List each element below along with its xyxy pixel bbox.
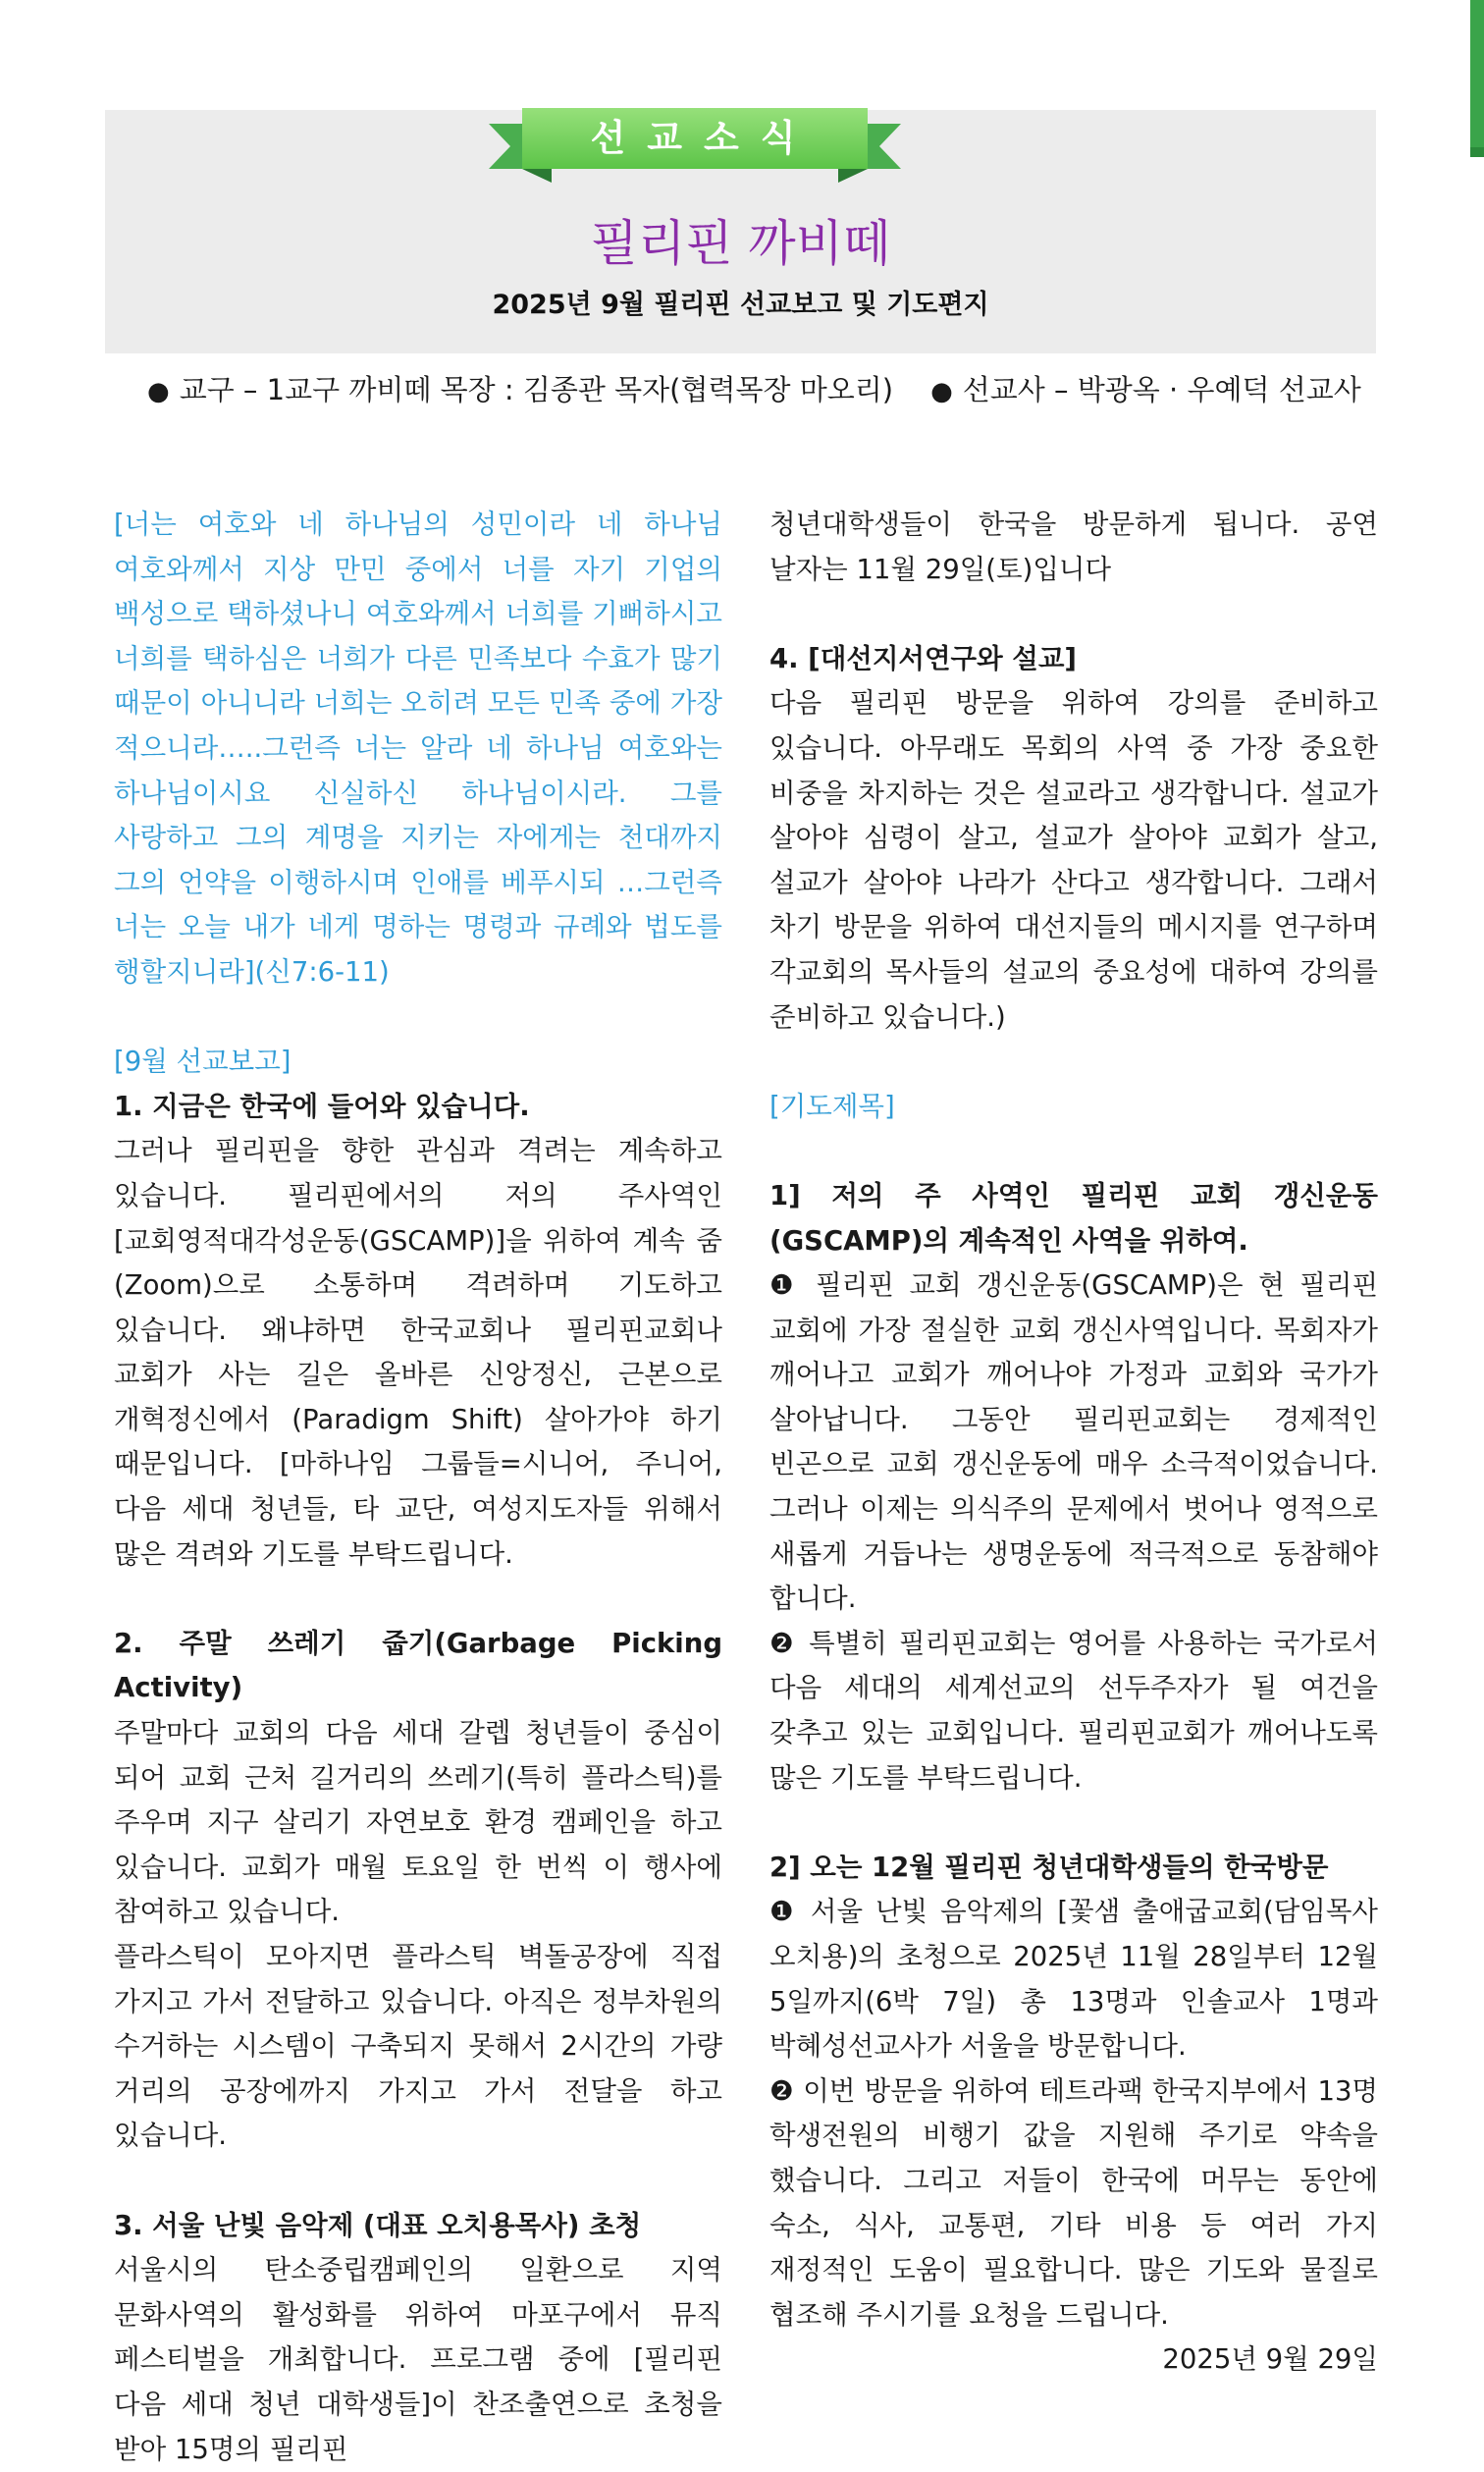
prayer1-title: 1] 저의 주 사역인 필리핀 교회 갱신운동(GSCAMP)의 계속적인 사역을 위하여.	[769, 1179, 1378, 1257]
prayer2-title: 2] 오는 12월 필리핀 청년대학생들의 한국방문	[769, 1851, 1329, 1883]
right-column	[769, 503, 1378, 2383]
page-edge-tab-shadow	[1470, 147, 1484, 157]
prayer2-point-a: ❶ 서울 난빛 음악제의 [꽃샘 출애굽교회(담임목사 오치용)의 초청으로 2025년 11월 28일부터 12월 5일까지(6박 7일) 총 13명과 인솔교사 1명과 박혜성선교사가 서울을 방문합니다.	[769, 1896, 1378, 2063]
item2-title: 2. 주말 쓰레기 줍기(Garbage Picking Activity)	[114, 1627, 722, 1704]
prayer-heading: [기도제목]	[769, 1090, 895, 1122]
scripture-quote: [너는 여호와 네 하나님의 성민이라 네 하나님 여호와께서 지상 만민 중에서 너를 자기 기업의 백성으로 택하셨나니 여호와께서 너희를 기뻐하시고 너희를 택하심은 너희가 다른 민족보다 수효가 많기 때문이 아니니라 너희는 오히려 모든 민족 중에 가장 적으니라…..그런즉 너는 알라 네 하나님 여호와는 하나님이시요 신실하신 하나님이시라. 그를 사랑하고 그의 계명을 지키는 자에게는 천대까지 그의 언약을 이행하시며 인애를 베푸시되 …그런즉 너는 오늘 내가 네게 명하는 명령과 규례와 법도를 행할지니라](신7:6-11)	[114, 509, 722, 988]
prayer1-point-b: ❷ 특별히 필리핀교회는 영어를 사용하는 국가로서 다음 세대의 세계선교의 선두주자가 될 여건을 갖추고 있는 교회입니다. 필리핀교회가 깨어나도록 많은 기도를 부탁드립니다.	[769, 1627, 1378, 1794]
item1-title: 1. 지금은 한국에 들어와 있습니다.	[114, 1090, 530, 1122]
ribbon-label: 선교소식	[522, 108, 868, 169]
item4-body: 다음 필리핀 방문을 위하여 강의를 준비하고 있습니다. 아무래도 목회의 사역 중 가장 중요한 비중을 차지하는 것은 설교라고 생각합니다. 설교가 살아야 심령이 살고, 설교가 살아야 교회가 살고, 설교가 살아야 나라가 산다고 생각합니다. 그래서 차기 방문을 위하여 대선지들의 메시지를 연구하며 각교회의 목사들의 설교의 중요성에 대하여 강의를 준비하고 있습니다.)	[769, 687, 1378, 1033]
info-line	[147, 365, 1374, 414]
section-ribbon	[489, 102, 901, 188]
ribbon-fold-right	[838, 169, 868, 183]
prayer2-point-b: ❷ 이번 방문을 위하여 테트라팩 한국지부에서 13명 학생전원의 비행기 값을 지원해 주기로 약속을 했습니다. 그리고 저들이 한국에 머무는 동안에 숙소, 식사, 교통편, 기타 비용 등 여러 가지 재정적인 도움이 필요합니다. 많은 기도와 물질로 협조해 주시기를 요청을 드립니다.	[769, 2074, 1378, 2331]
page-edge-tab	[1470, 0, 1484, 147]
item4-title: 4. [대선지서연구와 설교]	[769, 642, 1077, 674]
report-heading: [9월 선교보고]	[114, 1046, 292, 1078]
page-title: 필리핀 까비떼	[590, 215, 891, 272]
prayer1-point-a: ❶ 필리핀 교회 갱신운동(GSCAMP)은 현 필리핀 교회에 가장 절실한 교회 갱신사역입니다. 목회자가 깨어나고 교회가 깨어나야 가정과 교회와 국가가 살아납니다. 그동안 필리핀교회는 경제적인 빈곤으로 교회 갱신운동에 매우 소극적이었습니다. 그러나 이제는 의식주의 문제에서 벗어나 영적으로 새롭게 거듭나는 생명운동에 적극적으로 동참해야 합니다.	[769, 1269, 1378, 1615]
ribbon-fold-left	[522, 169, 552, 183]
info-district: 교구 – 1교구 까비떼 목장 : 김종관 목자(협력목장 마오리)	[179, 373, 894, 406]
info-missionary: 선교사 – 박광옥 · 우예덕 선교사	[962, 373, 1361, 406]
item3-body: 서울시의 탄소중립캠페인의 일환으로 지역 문화사역의 활성화를 위하여 마포구에서 뮤직 페스티벌을 개최합니다. 프로그램 중에 [필리핀 다음 세대 청년 대학생들]이 찬조출연으로 초청을 받아 15명의 필리핀	[114, 2254, 722, 2465]
page-subtitle: 2025년 9월 필리핀 선교보고 및 기도편지	[492, 290, 989, 320]
bullet-icon: ●	[147, 377, 170, 406]
letter-date: 2025년 9월 29일	[1162, 2343, 1378, 2376]
left-column	[114, 503, 722, 2472]
item3-title: 3. 서울 난빛 음악제 (대표 오치용목사) 초청	[114, 2209, 642, 2241]
item3-continued: 청년대학생들이 한국을 방문하게 됩니다. 공연 날자는 11월 29일(토)입니다	[769, 509, 1378, 585]
bullet-icon: ●	[930, 377, 953, 406]
item1-body: 그러나 필리핀을 향한 관심과 격려는 계속하고 있습니다. 필리핀에서의 저의 주사역인 [교회영적대각성운동(GSCAMP)]을 위하여 계속 줌(Zoom)으로 소통하며 격려하며 기도하고 있습니다. 왜냐하면 한국교회나 필리핀교회나 교회가 사는 길은 올바른 신앙정신, 근본으로 개혁정신에서 (Paradigm Shift) 살아가야 하기 때문입니다. [마하나임 그룹들=시니어, 주니어, 다음 세대 청년들, 타 교단, 여성지도자들 위해서 많은 격려와 기도를 부탁드립니다.	[114, 1135, 722, 1570]
item2-body-2: 플라스틱이 모아지면 플라스틱 벽돌공장에 직접 가지고 가서 전달하고 있습니다. 아직은 정부차원의 수거하는 시스템이 구축되지 못해서 2시간의 가량 거리의 공장에까지 가지고 가서 전달을 하고 있습니다.	[114, 1941, 722, 2152]
item2-body-1: 주말마다 교회의 다음 세대 갈렙 청년들이 중심이 되어 교회 근처 길거리의 쓰레기(특히 플라스틱)를 주우며 지구 살리기 자연보호 환경 캠페인을 하고 있습니다. 교회가 매월 토요일 한 번씩 이 행사에 참여하고 있습니다.	[114, 1717, 722, 1928]
